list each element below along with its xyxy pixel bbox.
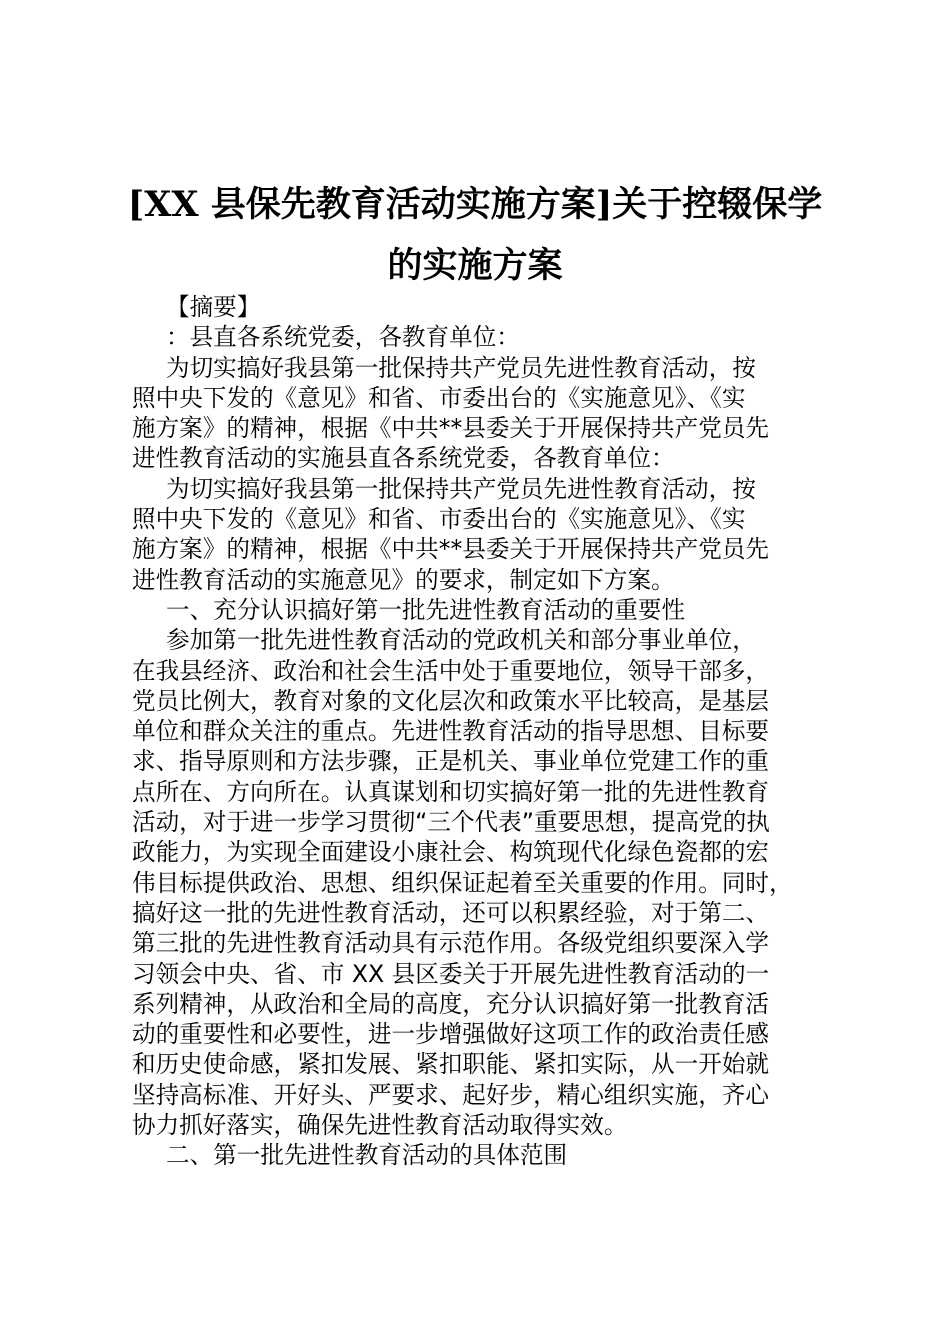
body-text-line: 协力抓好落实，确保先进性教育活动取得实效。 — [132, 1111, 628, 1140]
body-text-line: 点所在、方向所在。认真谋划和切实搞好第一批的先进性教育 — [132, 777, 770, 806]
body-text-line: 施方案》的精神，根据《中共**县委关于开展保持共产党员先 — [132, 535, 770, 564]
body-text-line: ：县直各系统党委，各教育单位： — [166, 323, 520, 352]
body-text-line: 照中央下发的《意见》和省、市委出台的《实施意见》、《实 — [132, 505, 746, 534]
body-text-line: 动的重要性和必要性，进一步增强做好这项工作的政治责任感 — [132, 1020, 770, 1049]
body-text-line: 参加第一批先进性教育活动的党政机关和部分事业单位， — [166, 626, 756, 655]
body-text-line: 坚持高标准、开好头、严要求、起好步，精心组织实施，齐心 — [132, 1080, 770, 1109]
body-text-line: 系列精神，从政治和全局的高度，充分认识搞好第一批教育活 — [132, 989, 770, 1018]
body-text-line: 一、充分认识搞好第一批先进性教育活动的重要性 — [166, 595, 686, 624]
body-text-line: 单位和群众关注的重点。先进性教育活动的指导思想、目标要 — [132, 717, 770, 746]
body-text-line: 照中央下发的《意见》和省、市委出台的《实施意见》、《实 — [132, 383, 746, 412]
body-text-line: 为切实搞好我县第一批保持共产党员先进性教育活动，按 — [166, 353, 756, 382]
body-text-line: 为切实搞好我县第一批保持共产党员先进性教育活动，按 — [166, 474, 756, 503]
body-text-line: 进性教育活动的实施县直各系统党委，各教育单位： — [132, 444, 675, 473]
body-text-line: 习领会中央、省、市 XX 县区委关于开展先进性教育活动的一 — [132, 959, 770, 988]
body-text-line: 【摘要】 — [166, 293, 261, 321]
body-text-line: 求、指导原则和方法步骤，正是机关、事业单位党建工作的重 — [132, 747, 770, 776]
body-text-line: 党员比例大，教育对象的文化层次和政策水平比较高，是基层 — [132, 686, 770, 715]
body-text-line: 搞好这一批的先进性教育活动，还可以积累经验，对于第二、 — [132, 898, 770, 927]
document-title-line-1: [XX 县保先教育活动实施方案]关于控辍保学 — [127, 184, 823, 225]
body-text-line: 进性教育活动的实施意见》的要求，制定如下方案。 — [132, 565, 675, 594]
document-title-line-2: 的实施方案 — [387, 245, 563, 286]
body-text-line: 伟目标提供政治、思想、组织保证起着至关重要的作用。同时， — [132, 868, 793, 897]
body-text-line: 活动，对于进一步学习贯彻“三个代表”重要思想，提高党的执 — [132, 808, 770, 837]
body-text-line: 二、第一批先进性教育活动的具体范围 — [166, 1141, 568, 1170]
body-text-line: 施方案》的精神，根据《中共**县委关于开展保持共产党员先 — [132, 414, 770, 443]
body-text-line: 和历史使命感，紧扣发展、紧扣职能、紧扣实际，从一开始就 — [132, 1050, 770, 1079]
body-text-line: 在我县经济、政治和社会生活中处于重要地位，领导干部多， — [132, 656, 770, 685]
body-text-line: 政能力，为实现全面建设小康社会、构筑现代化绿色瓷都的宏 — [132, 838, 770, 867]
document-body — [132, 292, 832, 1171]
body-text-line: 第三批的先进性教育活动具有示范作用。各级党组织要深入学 — [132, 929, 770, 958]
